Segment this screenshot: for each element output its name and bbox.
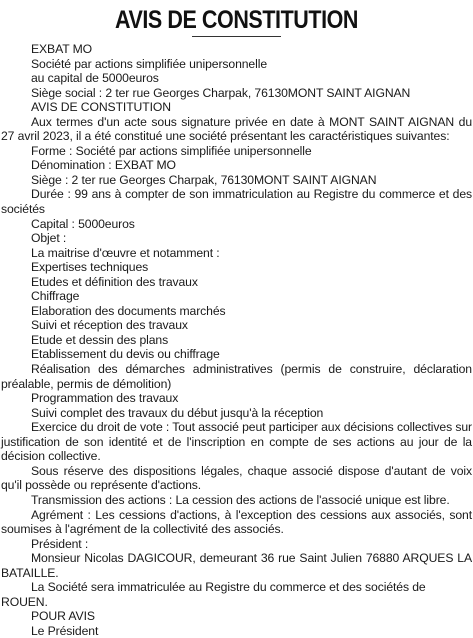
registration-line: La Société sera immatriculée au Registre du commerce et des sociétés de ROUEN. bbox=[1, 580, 426, 609]
seat-line: Siège : 2 ter rue Georges Charpak, 76130MONT SAINT AIGNAN bbox=[31, 172, 377, 187]
votes-paragraph: Sous réserve des dispositions légales, chaque associé dispose d'autant de voix qu'il possède ou représente d'actions. bbox=[1, 463, 472, 493]
company-name: EXBAT MO bbox=[31, 42, 93, 56]
share-transfer-paragraph: Transmission des actions : La cession des actions de l'associé unique est libre. bbox=[31, 492, 450, 507]
president-line: Monsieur Nicolas DAGICOUR, demeurant 36 rue Saint Julien 76880 ARQUES LA BATAILLE. bbox=[1, 551, 472, 580]
company-head-office: Siège social : 2 ter rue Georges Charpak, 76130MONT SAINT AIGNAN bbox=[31, 85, 411, 100]
purpose-item: Suivi et réception des travaux bbox=[31, 318, 188, 333]
duration-line: Durée : 99 ans à compter de son immatriculation au Registre du commerce et des sociétés bbox=[1, 187, 472, 217]
signature-line: Le Président bbox=[31, 623, 99, 638]
purpose-item: Expertises techniques bbox=[31, 260, 149, 275]
company-capital: au capital de 5000euros bbox=[31, 71, 159, 86]
title-underline bbox=[192, 36, 281, 37]
notice-title: AVIS DE CONSTITUTION bbox=[114, 6, 359, 34]
company-form: Société par actions simplifiée unipersonnelle bbox=[31, 56, 268, 71]
purpose-item: Programmation des travaux bbox=[31, 391, 179, 406]
closing-line: POUR AVIS bbox=[31, 609, 95, 624]
voting-rights-paragraph: Exercice du droit de vote : Tout associé peut participer aux décisions collectives sur justification de son identité et de l'inscription en compte de ses actions au jour de la décision collective. bbox=[1, 420, 472, 464]
purpose-item: Etudes et définition des travaux bbox=[31, 274, 198, 289]
purpose-item: Réalisation des démarches administratives (permis de construire, déclaration préalable, permis de démolition) bbox=[1, 362, 472, 391]
name-line: Dénomination : EXBAT MO bbox=[31, 158, 176, 173]
purpose-item: Suivi complet des travaux du début jusqu'à la réception bbox=[31, 405, 324, 420]
deed-paragraph: Aux termes d'un acte sous signature privée en date à MONT SAINT AIGNAN du 27 avril 2023, il a été constitué une société présentant les caractéristiques suivantes: bbox=[1, 114, 472, 144]
purpose-item: Etude et dessin des plans bbox=[31, 332, 169, 347]
purpose-intro: La maitrise d'œuvre et notamment : bbox=[31, 245, 220, 260]
form-line: Forme : Société par actions simplifiée unipersonnelle bbox=[31, 143, 312, 158]
notice-subtitle: AVIS DE CONSTITUTION bbox=[31, 100, 171, 115]
purpose-item: Chiffrage bbox=[31, 289, 80, 304]
president-heading: Président : bbox=[31, 536, 89, 551]
notice-body bbox=[1, 42, 472, 638]
capital-line: Capital : 5000euros bbox=[31, 216, 135, 231]
purpose-item: Etablissement du devis ou chiffrage bbox=[31, 347, 220, 362]
purpose-item: Elaboration des documents marchés bbox=[31, 303, 226, 318]
purpose-heading: Objet : bbox=[31, 231, 67, 246]
approval-paragraph: Agrément : Les cessions d'actions, à l'exception des cessions aux associés, sont soumises à l'agrément de la collectivité des associés. bbox=[1, 507, 472, 537]
